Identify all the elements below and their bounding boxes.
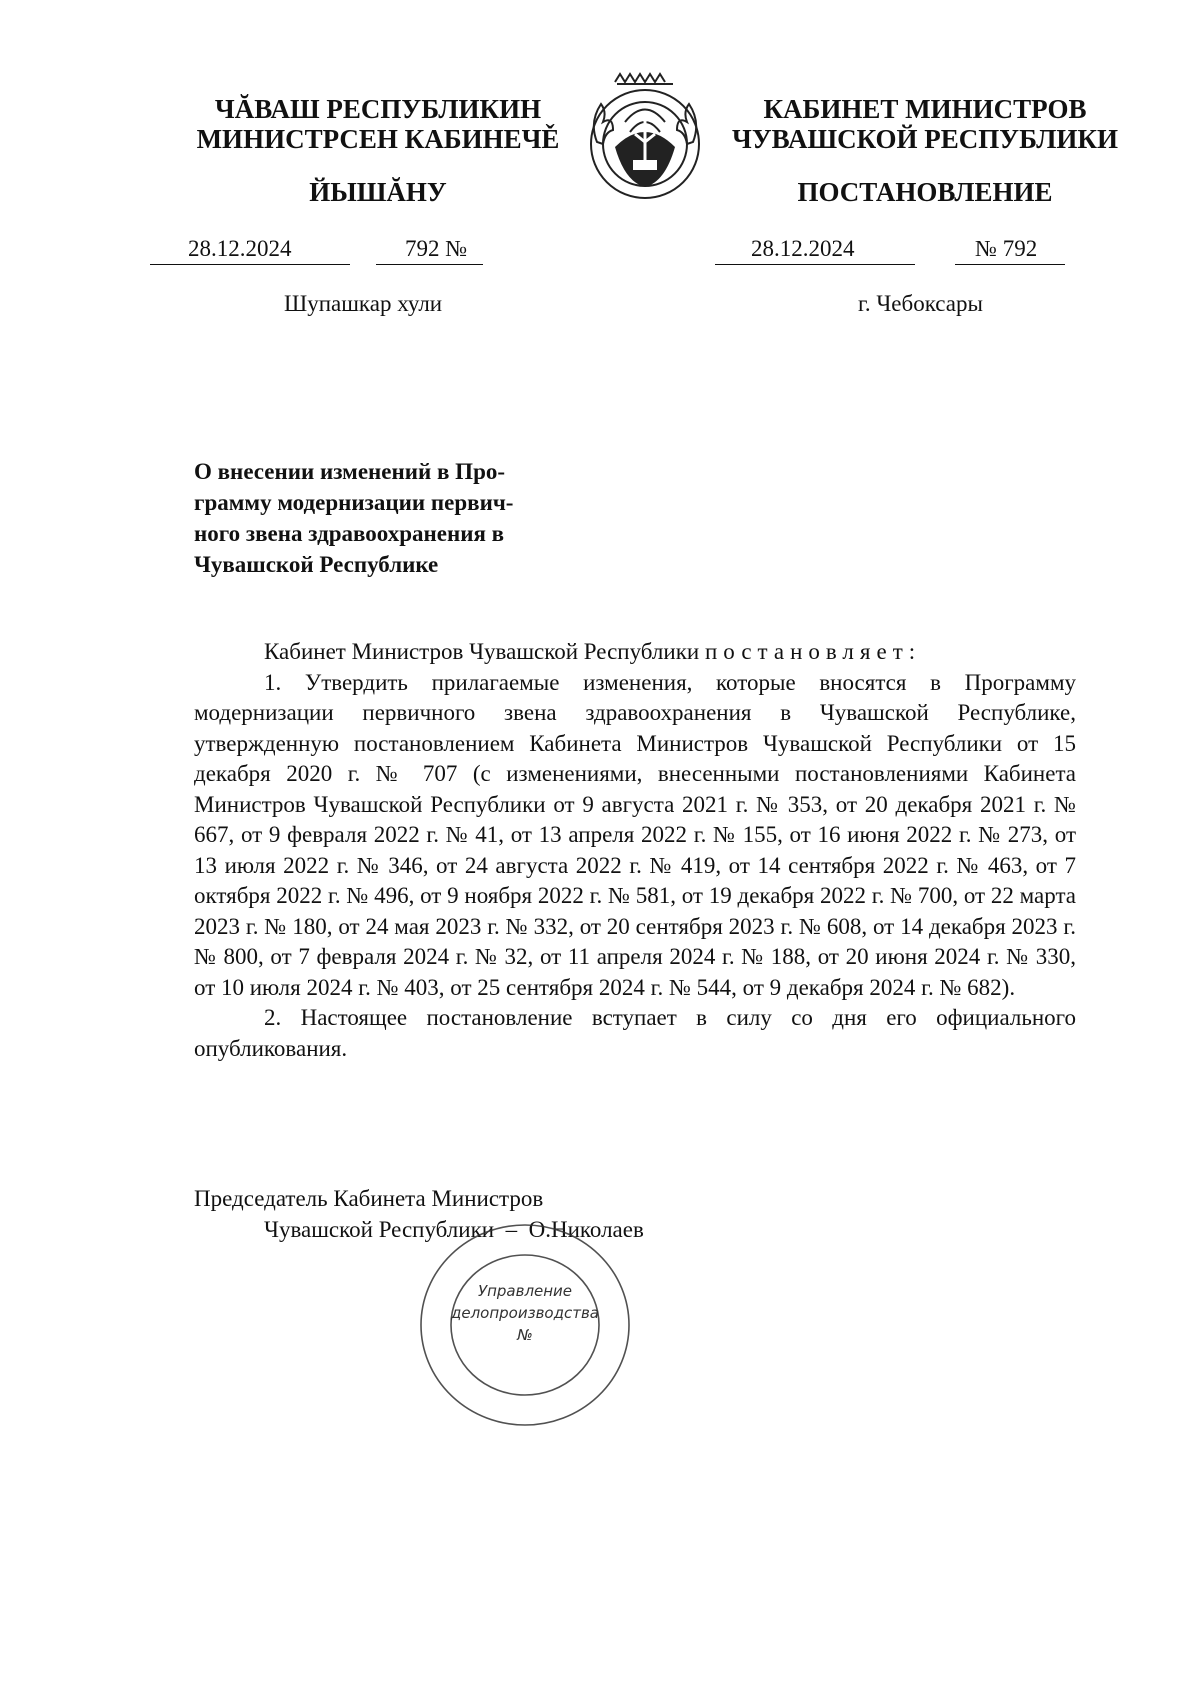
header-right-line2: ЧУВАШСКОЙ РЕСПУБЛИКИ bbox=[732, 124, 1118, 154]
title-line: Чувашской Республике bbox=[194, 552, 439, 577]
header-left-line1: ЧĂВАШ РЕСПУБЛИКИН bbox=[214, 94, 542, 124]
paragraph-1: 1. Утвердить прилагаемые изменения, которые вносятся в Программу модернизации первичного звена здравоохранения в Чувашской Республике, утвержденную постановлением Кабинета Министров Чувашской Республики от 15 декабря 2020 г. № 707 (с изменениями, внесенными постановлениями Кабинета Министров Чувашской Республики от 9 августа 2021 г. № 353, от 20 декабря 2021 г. № 667, от 9 февраля 2022 г. № 41, от 13 апреля 2022 г. № 155, от 16 июня 2022 г. № 273, от 13 июля 2022 г. № 346, от 24 августа 2022 г. № 419, от 14 сентября 2022 г. № 463, от 7 октября 2022 г. № 496, от 9 ноября 2022 г. № 581, от 19 декабря 2022 г. № 700, от 22 марта 2023 г. № 180, от 24 мая 2023 г. № 332, от 20 сентября 2023 г. № 608, от 14 декабря 2023 г. № 800, от 7 февраля 2024 г. № 32, от 11 апреля 2024 г. № 188, от 20 июня 2024 г. № 330, от 10 июля 2024 г. № 403, от 25 сентября 2024 г. № 544, от 9 декабря 2024 г. № 682). bbox=[194, 669, 1076, 1000]
signature-line1: Председатель Кабинета Министров bbox=[194, 1186, 544, 1211]
title-line: О внесении изменений в Про- bbox=[194, 459, 506, 484]
stamp-line3: № bbox=[517, 1326, 533, 1344]
header-right-date: 28.12.2024 bbox=[751, 236, 855, 261]
document-body bbox=[194, 637, 1076, 1064]
header-right-org bbox=[700, 94, 1150, 154]
intro-prefix: Кабинет Министров Чувашской Республики bbox=[264, 639, 700, 664]
header-right-number-underline bbox=[955, 264, 1065, 265]
header-left-doctype: ЙЫШĂНУ bbox=[309, 177, 447, 207]
title-line: грамму модернизации первич- bbox=[194, 490, 514, 515]
header-left-number-underline bbox=[376, 264, 483, 265]
header-left-org bbox=[168, 94, 588, 154]
official-round-stamp-icon bbox=[415, 1218, 635, 1433]
document-title bbox=[194, 456, 594, 580]
header-left-number: 792 № bbox=[405, 236, 468, 261]
header-right-city: г. Чебоксары bbox=[858, 291, 983, 316]
signer-name: О.Николаев bbox=[528, 1217, 644, 1242]
header-right-date-underline bbox=[715, 264, 915, 265]
paragraph-2: 2. Настоящее постановление вступает в силу со дня его официального опубликования. bbox=[194, 1005, 1076, 1061]
header-left-date: 28.12.2024 bbox=[188, 236, 292, 261]
stamp-line1: Управление bbox=[477, 1282, 573, 1300]
header-left-date-underline bbox=[150, 264, 350, 265]
header-left-city: Шупашкар хули bbox=[284, 291, 443, 316]
intro-resolves: постановляет: bbox=[704, 639, 922, 664]
header-right-line1: КАБИНЕТ МИНИСТРОВ bbox=[763, 94, 1087, 124]
stamp-line2: делопроизводства bbox=[450, 1304, 599, 1322]
title-line: ного звена здравоохранения в bbox=[194, 521, 505, 546]
header-left-line2: МИНИСТРСЕН КАБИНЕЧĚ bbox=[196, 124, 560, 154]
signature-line2: Чувашской Республики – О.Николаев bbox=[264, 1217, 644, 1242]
header-right-number: № 792 bbox=[975, 236, 1038, 261]
chuvash-coat-of-arms-icon bbox=[575, 72, 715, 207]
header-right-doctype: ПОСТАНОВЛЕНИЕ bbox=[797, 177, 1053, 207]
signature-republic: Чувашской Республики bbox=[264, 1217, 495, 1242]
intro-paragraph bbox=[194, 637, 1076, 668]
